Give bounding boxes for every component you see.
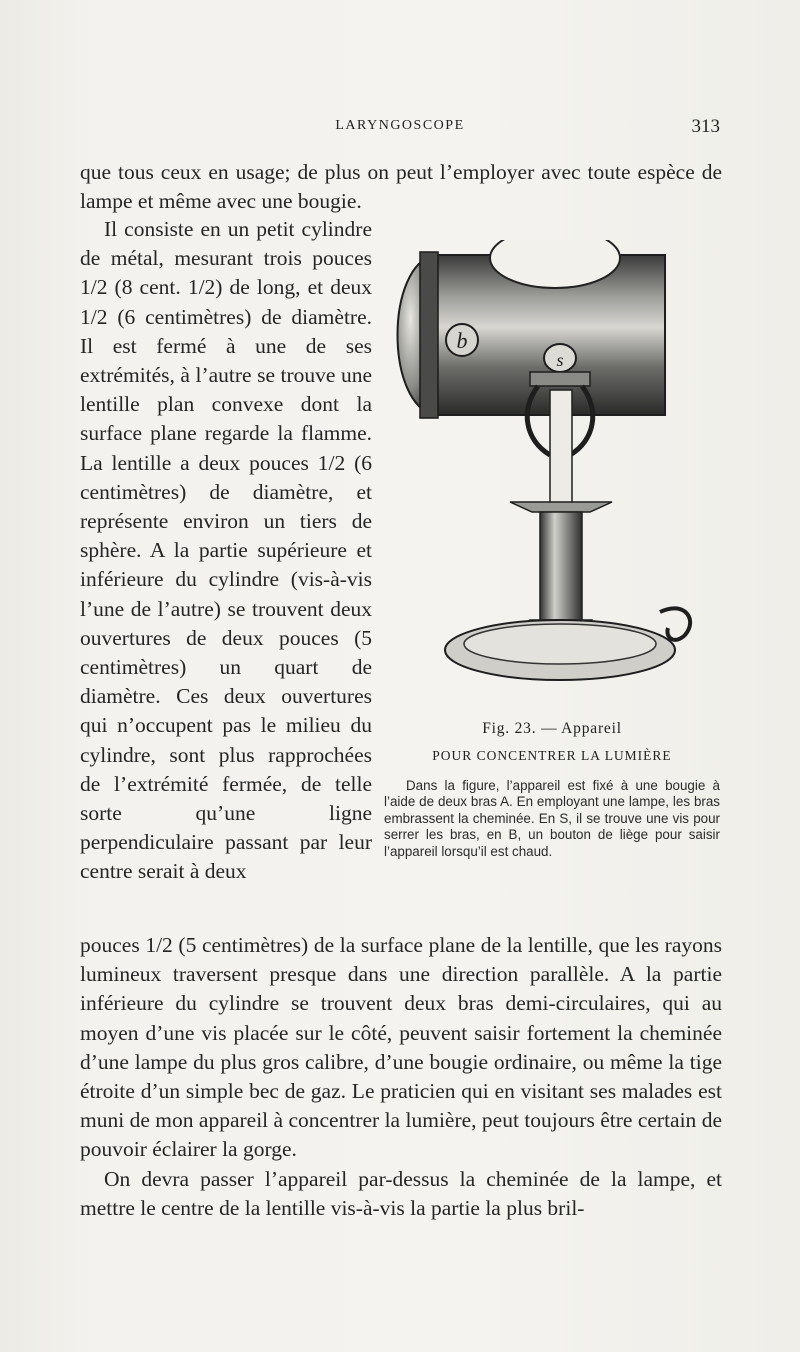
figure-caption-title: Fig. 23. — Appareil — [482, 720, 622, 737]
running-head — [80, 118, 720, 146]
label-b: b — [456, 328, 468, 353]
dish-handle — [660, 608, 690, 640]
dish-inner — [464, 624, 656, 664]
page-number: 313 — [691, 116, 720, 137]
left-column-paragraph: Il consiste en un petit cylindre de métal, mesurant trois pouces 1/2 (8 cent. 1/2) de long, et deux 1/2 (6 centimètres) de diamètre. Il est fermé à une de ses extrémités, à l’autre se trouve une lentille plan convexe dont la surface plane regarde la flamme. La lentille a deux pouces 1/2 (6 centimètres) de diamètre, et représente environ un tiers de sphère. A la partie supérieure et inférieure du cylindre (vis-à-vis l’une de l’autre) se trouvent deux ouvertures de deux pouces (5 centimètres) un quart de diamètre. Ces deux ouvertures qui n’occupent pas le milieu du cylindre, sont plus rapprochées de l’extrémité fermée, de telle sorte qu’une ligne perpendiculaire passant par leur centre serait à deux — [80, 217, 372, 884]
drip-cup — [510, 502, 612, 512]
left-column — [80, 215, 372, 887]
figure-caption-subtitle: POUR CONCENTRER LA LUMIÈRE — [432, 748, 672, 763]
lens-rim — [420, 252, 438, 418]
paragraph-top: que tous ceux en usage; de plus on peut l’employer avec toute espèce de lampe et même avec une bougie. — [80, 160, 722, 214]
bottom-text — [80, 931, 722, 1223]
running-title: LARYNGOSCOPE — [335, 118, 465, 133]
clamp-bar — [530, 372, 590, 386]
candle — [550, 390, 572, 505]
label-s: s — [556, 350, 564, 370]
bottom-continuation: pouces 1/2 (5 centimètres) de la surface plane de la lentille, que les rayons lumineux traversent presque dans une direction parallèle. A la partie inférieure du cylindre se trouvent deux bras demi-circulaires, qui au moyen d’une vis placée sur le côté, peuvent saisir fortement la cheminée d’une lampe du plus gros calibre, d’une bougie ordinaire, ou même la tige étroite d’un simple bec de gaz. Le praticien qui en visitant ses malades est muni de mon appareil à concentrer la lumière, peut toujours être certain de pouvoir éclairer la gorge. — [80, 933, 722, 1162]
bottom-next-paragraph: On devra passer l’appareil par-dessus la cheminée de la lampe, et mettre le centre de la lentille vis-à-vis la partie la plus bril- — [80, 1166, 722, 1220]
lamp-apparatus-illustration — [380, 240, 720, 700]
candle-stem — [540, 512, 582, 622]
figure-caption-body: Dans la figure, l’appareil est fixé à une bougie à l’aide de deux bras A. En employant une lampe, les bras embrassent la cheminée. En S, il se trouve une vis pour serrer les bras, en B, un bouton de liège pour saisir l’appareil lorsqu’il est chaud. — [384, 778, 720, 859]
